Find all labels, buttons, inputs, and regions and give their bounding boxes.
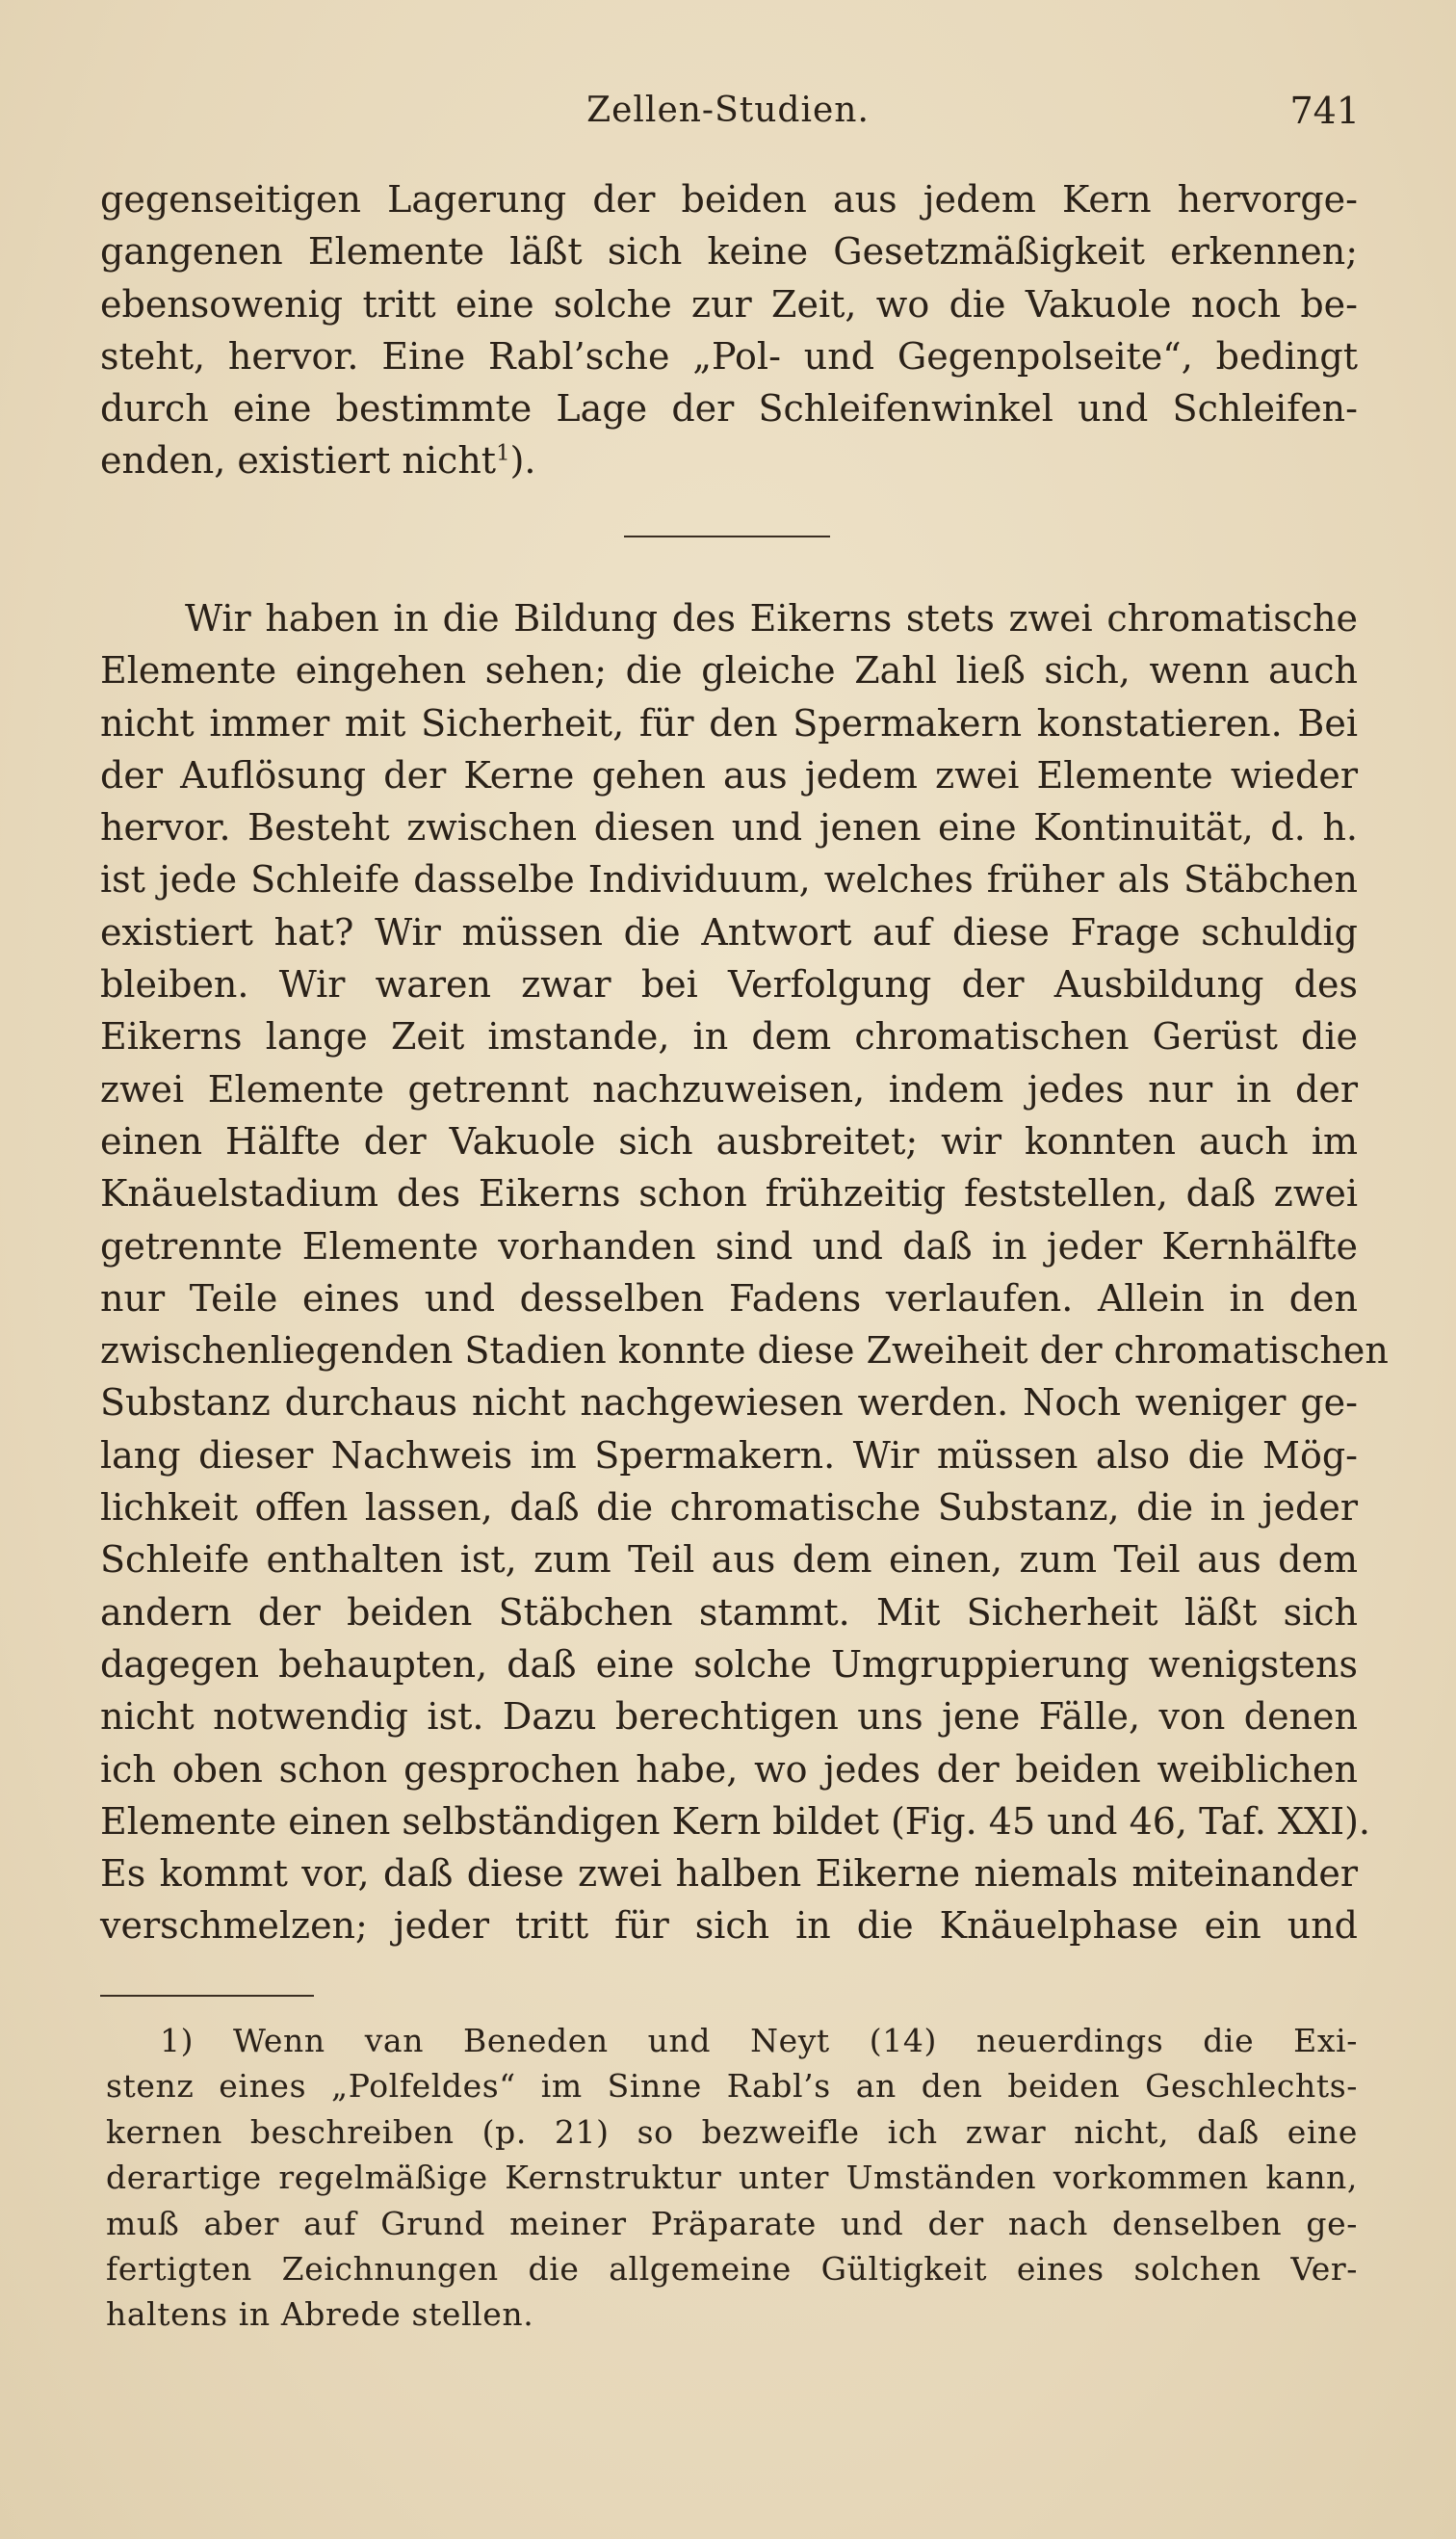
text-line: einen Hälfte der Vakuole sich ausbreitet; wir konnten auch im xyxy=(100,1119,1358,1163)
text-line: zwischenliegenden Stadien konnte diese Zweiheit der chromatischen xyxy=(100,1329,1389,1373)
text-line: existiert hat? Wir müssen die Antwort auf diese Frage schuldig xyxy=(100,910,1358,954)
text-line: ebensowenig tritt eine solche zur Zeit, wo die Vakuole noch be- xyxy=(100,282,1358,326)
sentence-closing: ). xyxy=(509,439,536,483)
text-line-indented: Wir haben in die Bildung des Eikerns stets zwei chromatische xyxy=(185,597,1358,640)
text-line: der Auflösung der Kerne gehen aus jedem zwei Elemente wieder xyxy=(100,753,1358,797)
text-line: Elemente einen selbständigen Kern bildet (Fig. 45 und 46, Taf. XXI). xyxy=(100,1799,1371,1843)
text-line: ist jede Schleife dasselbe Individuum, welches früher als Stäbchen xyxy=(100,858,1358,902)
footnote-divider xyxy=(100,1995,314,1997)
text-line-content: enden, existiert nicht xyxy=(100,439,497,483)
paragraph-2 xyxy=(100,592,1389,1952)
text-line: getrennte Elemente vorhanden sind und daß in jeder Kernhälfte xyxy=(100,1224,1358,1268)
footnote-line: fertigten Zeichnungen die allgemeine Gültigkeit eines solchen Ver- xyxy=(106,2249,1358,2288)
text-line-last xyxy=(100,434,1358,486)
section-divider xyxy=(624,536,830,537)
running-head xyxy=(96,85,1360,137)
footnote xyxy=(106,2018,1358,2338)
footnote-line: stenz eines „Polfeldes“ im Sinne Rabl’s an den beiden Geschlechts- xyxy=(106,2067,1358,2106)
text-line: hervor. Besteht zwischen diesen und jenen eine Kontinuität, d. h. xyxy=(100,806,1358,850)
text-line: Es kommt vor, daß diese zwei halben Eikerne niemals miteinander xyxy=(100,1852,1358,1896)
paragraph-1 xyxy=(100,173,1358,487)
text-line: lichkeit offen lassen, daß die chromatische Substanz, die in jeder xyxy=(100,1486,1358,1530)
text-line: lang dieser Nachweis im Spermakern. Wir müssen also die Mög- xyxy=(100,1433,1358,1477)
text-line: nur Teile eines und desselben Fadens verlaufen. Allein in den xyxy=(100,1276,1358,1320)
text-line: durch eine bestimmte Lage der Schleifenwinkel und Schleifen- xyxy=(100,387,1358,431)
text-line: nicht immer mit Sicherheit, für den Spermakern konstatieren. Bei xyxy=(100,701,1358,745)
text-line: Schleife enthalten ist, zum Teil aus dem einen, zum Teil aus dem xyxy=(100,1538,1358,1582)
footnote-marker[interactable]: 1 xyxy=(496,440,510,466)
text-line: gangenen Elemente läßt sich keine Gesetzmäßigkeit erkennen; xyxy=(100,230,1358,274)
text-line: bleiben. Wir waren zwar bei Verfolgung der Ausbildung des xyxy=(100,963,1358,1007)
text-line: ich oben schon gesprochen habe, wo jedes der beiden weiblichen xyxy=(100,1747,1358,1791)
footnote-line: 1) Wenn van Beneden und Neyt (14) neuerdings die Exi- xyxy=(160,2022,1358,2059)
text-line: Substanz durchaus nicht nachgewiesen werden. Noch weniger ge- xyxy=(100,1381,1358,1425)
running-title: Zellen-Studien. xyxy=(586,91,870,130)
footnote-line-last: haltens in Abrede stellen. xyxy=(106,2295,534,2334)
page-number: 741 xyxy=(1289,90,1360,132)
text-line: nicht notwendig ist. Dazu berechtigen uns jene Fälle, von denen xyxy=(100,1695,1358,1739)
footnote-line: derartige regelmäßige Kernstruktur unter Umständen vorkommen kann, xyxy=(106,2159,1358,2197)
text-line: verschmelzen; jeder tritt für sich in die Knäuelphase ein und xyxy=(100,1904,1358,1948)
text-line: Elemente eingehen sehen; die gleiche Zahl ließ sich, wenn auch xyxy=(100,649,1358,693)
text-line: steht, hervor. Eine Rabl’sche „Pol- und Gegenpolseite“, bedingt xyxy=(100,334,1358,378)
footnote-line: muß aber auf Grund meiner Präparate und der nach denselben ge- xyxy=(106,2204,1358,2242)
text-line: Eikerns lange Zeit imstande, in dem chromatischen Gerüst die xyxy=(100,1015,1358,1059)
text-line: Knäuelstadium des Eikerns schon frühzeitig feststellen, daß zwei xyxy=(100,1172,1358,1216)
footnote-line: kernen beschreiben (p. 21) so bezweifle ich zwar nicht, daß eine xyxy=(106,2112,1358,2151)
text-line: gegenseitigen Lagerung der beiden aus jedem Kern hervorge- xyxy=(100,178,1358,221)
text-line: zwei Elemente getrennt nachzuweisen, indem jedes nur in der xyxy=(100,1067,1358,1111)
text-line: andern der beiden Stäbchen stammt. Mit Sicherheit läßt sich xyxy=(100,1590,1358,1634)
text-line: dagegen behaupten, daß eine solche Umgruppierung wenigstens xyxy=(100,1642,1358,1686)
